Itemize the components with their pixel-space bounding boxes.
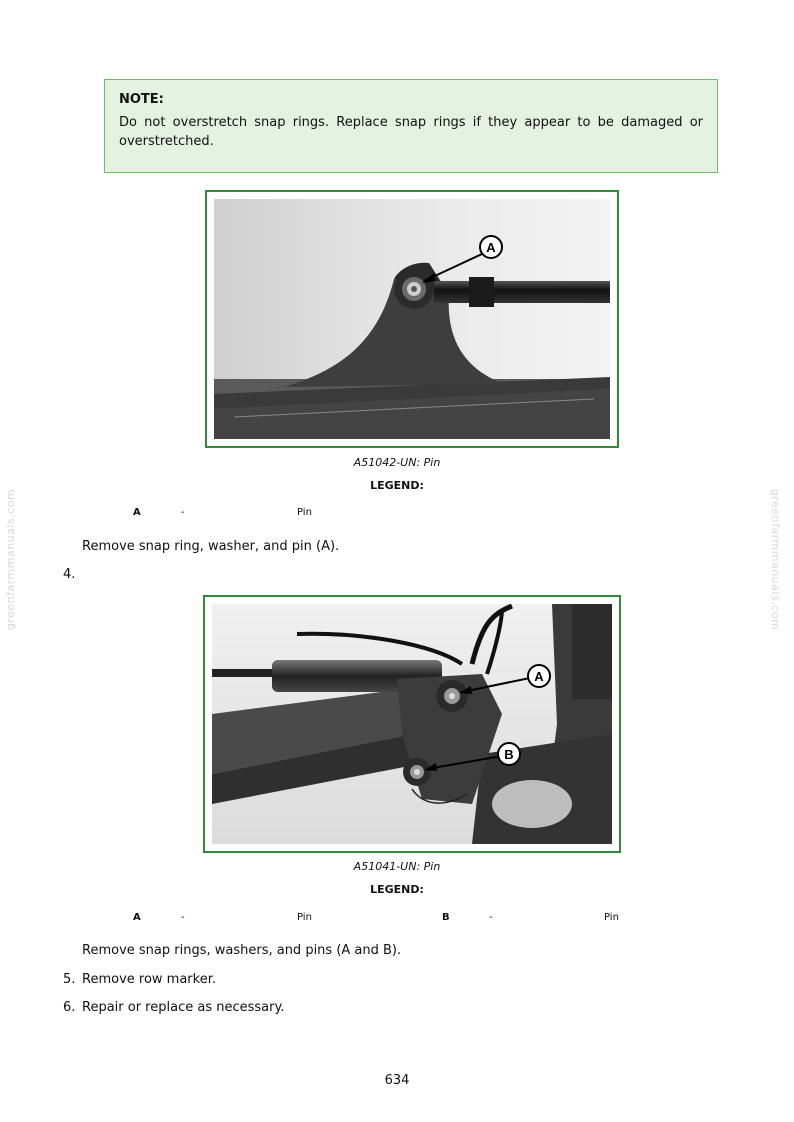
instruction-2: Remove snap rings, washers, and pins (A and B). xyxy=(82,943,402,958)
note-text: Do not overstretch snap rings. Replace snap rings if they appear to be damaged or overstretched. xyxy=(119,115,703,149)
figure1-legend-key: A xyxy=(133,507,141,518)
figure2-legend-dash-b: - xyxy=(489,912,493,923)
watermark-right: greenfarmmanuals.com xyxy=(769,488,783,631)
callout-a-label-2: A xyxy=(534,669,544,684)
figure1-legend-desc: Pin xyxy=(297,507,312,518)
step-6-number: 6. xyxy=(63,1000,76,1015)
photo-cylinder-mount xyxy=(214,199,610,439)
figure1-legend-title: LEGEND: xyxy=(370,479,424,492)
figure-pin-photo-2 xyxy=(203,595,621,853)
figure2-legend-key-a: A xyxy=(133,912,141,923)
figure-pin-photo-1 xyxy=(205,190,619,448)
callout-b-label: B xyxy=(504,747,514,762)
figure2-legend-dash-a: - xyxy=(181,912,185,923)
step-6-text: Repair or replace as necessary. xyxy=(82,1000,285,1015)
figure2-legend-title: LEGEND: xyxy=(370,883,424,896)
page-number: 634 xyxy=(384,1073,410,1088)
note-box xyxy=(104,79,718,173)
figure2-legend-key-b: B xyxy=(442,912,450,923)
figure2-caption: A51041-UN: Pin xyxy=(353,860,441,873)
watermark-left: greenfarmmanuals.com xyxy=(4,488,18,631)
figure1-legend-dash: - xyxy=(181,507,185,518)
step-5-number: 5. xyxy=(63,972,76,987)
callout-a-label: A xyxy=(486,240,496,255)
note-title: NOTE: xyxy=(119,92,164,107)
photo-row-marker-pivot xyxy=(212,604,612,844)
figure2-legend-desc-b: Pin xyxy=(604,912,619,923)
figure2-legend-desc-a: Pin xyxy=(297,912,312,923)
step-5-text: Remove row marker. xyxy=(82,972,216,987)
instruction-1: Remove snap ring, washer, and pin (A). xyxy=(82,539,340,554)
step-4-number: 4. xyxy=(63,567,76,582)
figure1-caption: A51042-UN: Pin xyxy=(353,456,441,469)
